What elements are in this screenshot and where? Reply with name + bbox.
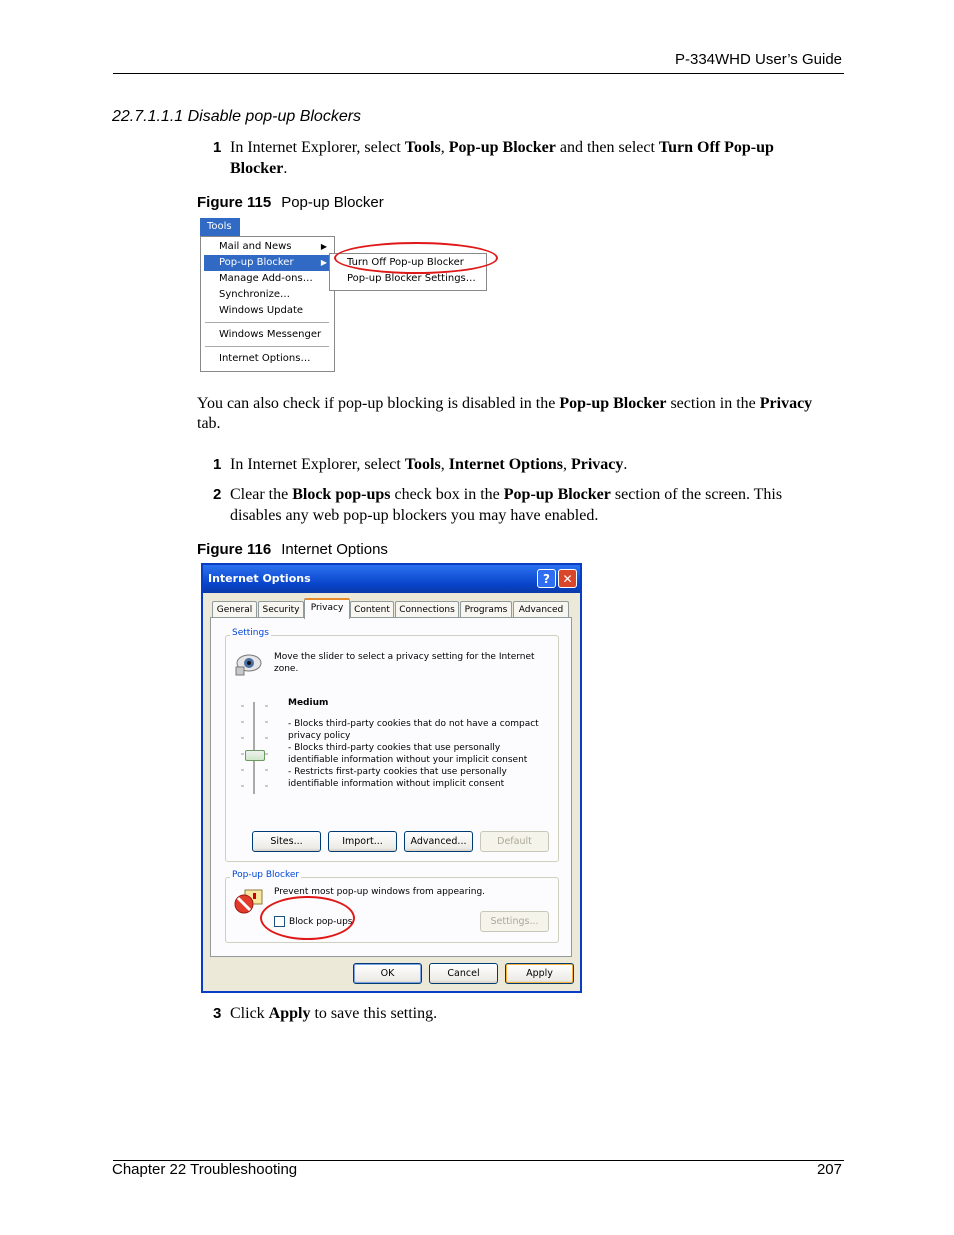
privacy-tab-paragraph: You can also check if pop-up blocking is disabled in the Pop-up Blocker section in the Privacy tab. bbox=[197, 395, 813, 432]
section-title: 22.7.1.1.1 Disable pop-up Blockers bbox=[112, 108, 362, 125]
privacy-level: Medium bbox=[288, 698, 329, 708]
popup-blocker-group-label: Pop-up Blocker bbox=[232, 870, 300, 880]
menu-item-popup-blocker[interactable]: Pop-up Blocker ▶ bbox=[204, 255, 330, 271]
privacy-panel bbox=[210, 617, 572, 957]
settings-intro-text: Move the slider to select a privacy setting for the Internet zone. bbox=[274, 652, 535, 674]
block-popups-label[interactable]: Block pop-ups bbox=[289, 917, 353, 927]
tab-privacy[interactable]: Privacy bbox=[304, 598, 350, 619]
tab-security[interactable]: Security bbox=[258, 601, 304, 618]
submenu-item-popup-blocker-settings[interactable]: Pop-up Blocker Settings… bbox=[347, 273, 476, 284]
settings-group-label: Settings bbox=[232, 628, 269, 638]
tab-content[interactable]: Content bbox=[350, 601, 394, 618]
header-rule bbox=[113, 73, 844, 74]
tab-programs[interactable]: Programs bbox=[460, 601, 512, 618]
step-1-internet-options: 1 In Internet Explorer, select Tools, Internet Options, Privacy. bbox=[213, 456, 628, 473]
menu-item-mail-and-news[interactable]: Mail and News ▶ bbox=[204, 239, 330, 255]
dialog-title: Internet Options bbox=[203, 565, 580, 593]
step-number: 1 bbox=[213, 139, 222, 156]
menu-separator bbox=[205, 322, 329, 323]
import-button[interactable]: Import... bbox=[328, 831, 397, 852]
figure-116-caption: Figure 116 Internet Options bbox=[197, 541, 388, 558]
tab-connections[interactable]: Connections bbox=[395, 601, 459, 618]
apply-button[interactable]: Apply bbox=[505, 963, 574, 984]
guide-title: P-334WHD User’s Guide bbox=[675, 51, 842, 68]
internet-options-dialog bbox=[201, 563, 582, 993]
step-number: 2 bbox=[213, 486, 222, 503]
popup-blocker-icon bbox=[233, 889, 265, 915]
tools-menu-title[interactable]: Tools bbox=[200, 218, 240, 236]
sites-button[interactable]: Sites... bbox=[252, 831, 321, 852]
tab-advanced[interactable]: Advanced bbox=[513, 601, 569, 618]
menu-item-internet-options[interactable]: Internet Options… bbox=[219, 353, 311, 364]
highlight-circle bbox=[334, 242, 498, 274]
submenu-item-turn-off-popup-blocker[interactable]: Turn Off Pop-up Blocker bbox=[347, 257, 464, 268]
step-number: 3 bbox=[213, 1005, 222, 1022]
privacy-level-description: - Blocks third-party cookies that do not have a compact privacy policy - Blocks third-party cookies that use personally identifiable information without your implicit consent - Restricts first-party cookies that use personally identifiable information without implicit consent bbox=[288, 719, 539, 789]
default-button: Default bbox=[480, 831, 549, 852]
step-1-tools-popup: 1 In Internet Explorer, select Tools, Pop-up Blocker and then select Turn Off Pop-up Blocker. bbox=[213, 139, 774, 177]
slider-ticks bbox=[239, 704, 271, 794]
submenu-arrow-icon: ▶ bbox=[320, 258, 327, 267]
menu-separator bbox=[205, 346, 329, 347]
menu-item-manage-addons[interactable]: Manage Add-ons… bbox=[219, 273, 313, 284]
menu-item-synchronize[interactable]: Synchronize… bbox=[219, 289, 290, 300]
figure-115-caption: Figure 115 Pop-up Blocker bbox=[197, 194, 384, 211]
menu-item-windows-messenger[interactable]: Windows Messenger bbox=[219, 329, 322, 340]
highlight-circle bbox=[260, 896, 355, 940]
menu-item-windows-update[interactable]: Windows Update bbox=[219, 305, 304, 316]
popup-settings-button: Settings... bbox=[480, 911, 549, 932]
ok-button[interactable]: OK bbox=[353, 963, 422, 984]
cancel-button[interactable]: Cancel bbox=[429, 963, 498, 984]
close-icon[interactable]: ✕ bbox=[558, 569, 577, 588]
privacy-eye-icon bbox=[234, 649, 266, 677]
step-3-click-apply: 3 Click Apply to save this setting. bbox=[213, 1005, 438, 1022]
popup-blocker-description: Prevent most pop-up windows from appearing. bbox=[274, 887, 486, 897]
help-icon[interactable]: ? bbox=[537, 569, 556, 588]
tools-menu bbox=[200, 236, 335, 372]
step-2-clear-block-popups: 2 Clear the Block pop-ups check box in the Pop-up Blocker section of the screen. This disables any web pop-up blockers you may have enabled. bbox=[213, 486, 783, 524]
page-number: 207 bbox=[816, 1161, 842, 1178]
advanced-button[interactable]: Advanced... bbox=[404, 831, 473, 852]
tab-general[interactable]: General bbox=[212, 601, 257, 618]
step-number: 1 bbox=[213, 456, 222, 473]
submenu-arrow-icon: ▶ bbox=[320, 242, 327, 251]
footer-chapter: Chapter 22 Troubleshooting bbox=[112, 1161, 298, 1178]
